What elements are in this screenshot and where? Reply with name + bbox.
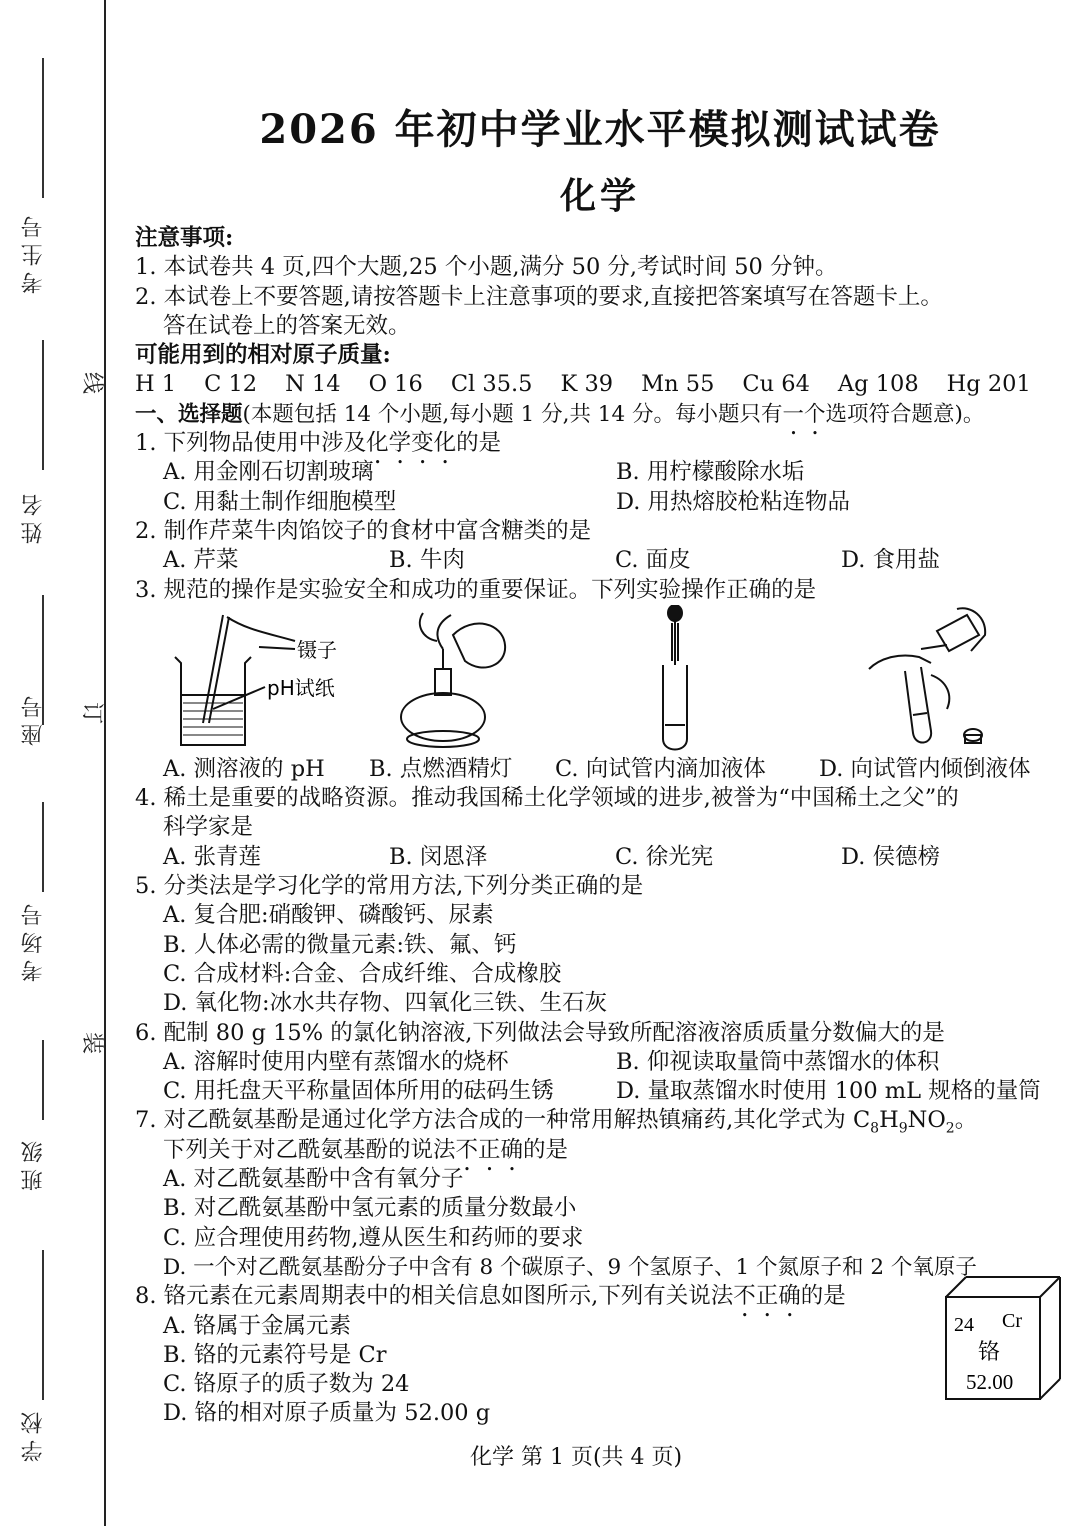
option-a[interactable]: A. 对乙酰氨基酚中含有氧分子 bbox=[163, 1166, 464, 1193]
margin-underline bbox=[42, 1250, 44, 1400]
option-b[interactable]: B. 人体必需的微量元素:铁、氟、钙 bbox=[163, 931, 517, 958]
margin-mark-bind: 订 bbox=[82, 698, 105, 724]
element-tile-chromium bbox=[944, 1275, 1062, 1401]
atomic-mass: O 16 bbox=[368, 371, 423, 398]
label-tweezers: 镊子 bbox=[297, 637, 337, 662]
margin-field-seat bbox=[0, 550, 100, 790]
option-a[interactable]: A. 测溶液的 pH bbox=[163, 755, 325, 782]
question-stem bbox=[135, 429, 1065, 458]
atomic-mass: Hg 201 bbox=[946, 371, 1031, 398]
stem-text: 。 bbox=[954, 1107, 978, 1134]
stem-text: 的是 bbox=[456, 430, 502, 457]
option-b[interactable]: B. 闵恩泽 bbox=[389, 843, 488, 870]
margin-underline bbox=[42, 1040, 44, 1120]
margin-label: 考场号 bbox=[21, 898, 46, 982]
exam-subject: 化学 bbox=[559, 175, 640, 217]
margin-field-room bbox=[0, 790, 100, 1040]
option-b[interactable]: B. 对乙酰氨基酚中氢元素的质量分数最小 bbox=[163, 1195, 577, 1222]
atomic-mass-list bbox=[135, 370, 1065, 399]
option-d[interactable]: D. 用热熔胶枪粘连物品 bbox=[616, 488, 851, 515]
chemical-formula: $C_8H_9NO_2$ bbox=[852, 1107, 955, 1137]
question-stem: 4. 稀土是重要的战略资源。推动我国稀土化学领域的进步,被誉为“中国稀土之父”的 bbox=[135, 785, 959, 812]
stem-emphasis: 不正确 bbox=[455, 1136, 524, 1163]
option-c[interactable]: C. 用托盘天平称量固体所用的砝码生锈 bbox=[163, 1078, 554, 1105]
stem-text: 1. 下列物品使用中涉及 bbox=[135, 430, 367, 457]
element-name: 铬 bbox=[978, 1340, 1001, 1365]
element-number: 24 bbox=[954, 1314, 974, 1336]
margin-underline bbox=[42, 340, 44, 470]
element-symbol: Cr bbox=[1002, 1310, 1022, 1332]
option-d[interactable]: D. 氧化物:冰水共存物、四氧化三铁、生石灰 bbox=[163, 990, 608, 1017]
section-desc-emphasis: 一个 bbox=[782, 401, 826, 427]
margin-mark-staple: 装 bbox=[82, 1028, 105, 1054]
option-b[interactable]: B. 用柠檬酸除水垢 bbox=[616, 459, 805, 486]
option-b[interactable]: B. 点燃酒精灯 bbox=[369, 755, 513, 782]
section-heading bbox=[135, 400, 1065, 429]
question-stem: 科学家是 bbox=[163, 814, 254, 841]
option-c[interactable]: C. 应合理使用药物,遵从医生和药师的要求 bbox=[163, 1224, 584, 1251]
option-c[interactable]: C. 铬原子的质子数为 24 bbox=[163, 1371, 410, 1398]
option-c[interactable]: C. 面皮 bbox=[615, 547, 691, 574]
margin-field-school bbox=[0, 1220, 100, 1526]
option-a[interactable]: A. 复合肥:硝酸钾、磷酸钙、尿素 bbox=[163, 902, 494, 929]
atomic-mass: Cl 35.5 bbox=[450, 371, 533, 398]
stem-text: 下列关于对乙酰氨基酚的说法 bbox=[163, 1136, 456, 1163]
section-desc: 选项符合题意)。 bbox=[825, 401, 985, 427]
option-d[interactable]: D. 量取蒸馏水时使用 100 mL 规格的量筒 bbox=[616, 1078, 1041, 1105]
question-stem: 5. 分类法是学习化学的常用方法,下列分类正确的是 bbox=[135, 873, 644, 900]
stem-emphasis: 不正确 bbox=[733, 1283, 801, 1310]
beaker-ph-figure bbox=[167, 605, 347, 755]
experiment-figures bbox=[135, 605, 1065, 755]
option-a[interactable]: A. 溶解时使用内壁有蒸馏水的烧杯 bbox=[163, 1048, 509, 1075]
option-c[interactable]: C. 合成材料:合金、合成纤维、合成橡胶 bbox=[163, 960, 562, 987]
question-options bbox=[135, 488, 1065, 517]
question-stem bbox=[135, 1282, 1065, 1311]
atomic-mass: C 12 bbox=[204, 371, 258, 398]
section-title: 一、选择题 bbox=[135, 401, 243, 427]
option-d[interactable]: D. 铬的相对原子质量为 52.00 g bbox=[163, 1400, 491, 1427]
question-stem: 2. 制作芹菜牛肉馅饺子的食材中富含糖类的是 bbox=[135, 517, 592, 544]
exam-title: 2026 年初中学业水平模拟测试试卷 bbox=[259, 106, 941, 153]
option-d[interactable]: D. 向试管内倾倒液体 bbox=[819, 755, 1031, 782]
notice-item: 2. 本试卷上不要答题,请按答题卡上注意事项的要求,直接把答案填写在答题卡上。 bbox=[135, 283, 943, 310]
option-a[interactable]: A. 芹菜 bbox=[163, 547, 239, 574]
element-mass: 52.00 bbox=[966, 1370, 1014, 1394]
option-b[interactable]: B. 铬的元素符号是 Cr bbox=[163, 1341, 387, 1368]
stem-text: 的是 bbox=[800, 1283, 846, 1310]
label-ph-paper: pH试纸 bbox=[267, 675, 335, 700]
option-d[interactable]: D. 食用盐 bbox=[841, 547, 941, 574]
question-stem: 6. 配制 80 g 15% 的氯化钠溶液,下列做法会导致所配溶液溶质质量分数偏大的是 bbox=[135, 1019, 945, 1046]
stem-text: 的是 bbox=[523, 1136, 569, 1163]
margin-label: 姓名 bbox=[21, 488, 46, 544]
atomic-mass: Ag 108 bbox=[837, 371, 919, 398]
margin-label: 考生号 bbox=[21, 210, 46, 294]
margin-field-class bbox=[0, 1040, 100, 1220]
option-c[interactable]: C. 向试管内滴加液体 bbox=[555, 755, 766, 782]
atomic-mass: K 39 bbox=[560, 371, 614, 398]
question-options bbox=[135, 546, 1065, 575]
atomic-mass: N 14 bbox=[285, 371, 341, 398]
option-b[interactable]: B. 仰视读取量筒中蒸馏水的体积 bbox=[616, 1048, 940, 1075]
option-b[interactable]: B. 牛肉 bbox=[389, 547, 465, 574]
option-a[interactable]: A. 用金刚石切割玻璃 bbox=[163, 459, 374, 486]
atomic-mass: Mn 55 bbox=[641, 371, 715, 398]
stem-text: 7. 对乙酰氨基酚是通过化学方法合成的一种常用解热镇痛药,其化学式为 bbox=[135, 1107, 853, 1134]
option-a[interactable]: A. 铬属于金属元素 bbox=[163, 1312, 352, 1339]
option-d[interactable]: D. 一个对乙酰氨基酚分子中含有 8 个碳原子、9 个氢原子、1 个氮原子和 2 个氧原子 bbox=[163, 1254, 977, 1280]
margin-label: 学校 bbox=[21, 1406, 46, 1462]
stem-emphasis: 化学变化 bbox=[366, 430, 457, 457]
margin-label: 班级 bbox=[21, 1135, 46, 1191]
page-footer: 化学 第 1 页(共 4 页) bbox=[470, 1445, 683, 1470]
question-stem bbox=[135, 1106, 1065, 1135]
atomic-mass: H 1 bbox=[135, 371, 177, 398]
margin-underline bbox=[42, 58, 44, 198]
margin-underline bbox=[42, 802, 44, 892]
margin-field-name bbox=[0, 300, 100, 550]
question-stem bbox=[135, 1136, 1065, 1165]
section-desc: (本题包括 14 个小题,每小题 1 分,共 14 分。每小题只有 bbox=[242, 401, 783, 427]
option-d[interactable]: D. 侯德榜 bbox=[841, 843, 941, 870]
notice-item: 1. 本试卷共 4 页,四个大题,25 个小题,满分 50 分,考试时间 50 分钟。 bbox=[135, 254, 838, 281]
binding-line bbox=[104, 0, 106, 1526]
question-stem: 3. 规范的操作是实验安全和成功的重要保证。下列实验操作正确的是 bbox=[135, 576, 817, 603]
margin-mark-line: 线 bbox=[82, 368, 105, 394]
notice-item: 答在试卷上的答案无效。 bbox=[163, 312, 411, 339]
atomic-mass: Cu 64 bbox=[742, 371, 810, 398]
margin-field-exam-number bbox=[0, 0, 100, 300]
alcohol-lamp-figure bbox=[393, 605, 523, 755]
margin-label: 座号 bbox=[21, 690, 46, 746]
notice-heading: 注意事项: bbox=[135, 225, 234, 251]
exam-content bbox=[135, 224, 1065, 1429]
option-c[interactable]: C. 用黏土制作细胞模型 bbox=[163, 488, 397, 515]
figure-captions bbox=[135, 755, 1065, 784]
question-options bbox=[135, 1077, 1065, 1106]
question-options bbox=[135, 843, 1065, 872]
pouring-figure bbox=[861, 605, 1011, 755]
option-a[interactable]: A. 张青莲 bbox=[163, 843, 262, 870]
dropper-figure bbox=[635, 605, 715, 755]
option-c[interactable]: C. 徐光宪 bbox=[615, 843, 714, 870]
question-options bbox=[135, 458, 1065, 487]
atomic-mass-heading: 可能用到的相对原子质量: bbox=[135, 342, 391, 369]
stem-text: 8. 铬元素在元素周期表中的相关信息如图所示,下列有关说法 bbox=[135, 1283, 734, 1310]
question-options bbox=[135, 1048, 1065, 1077]
